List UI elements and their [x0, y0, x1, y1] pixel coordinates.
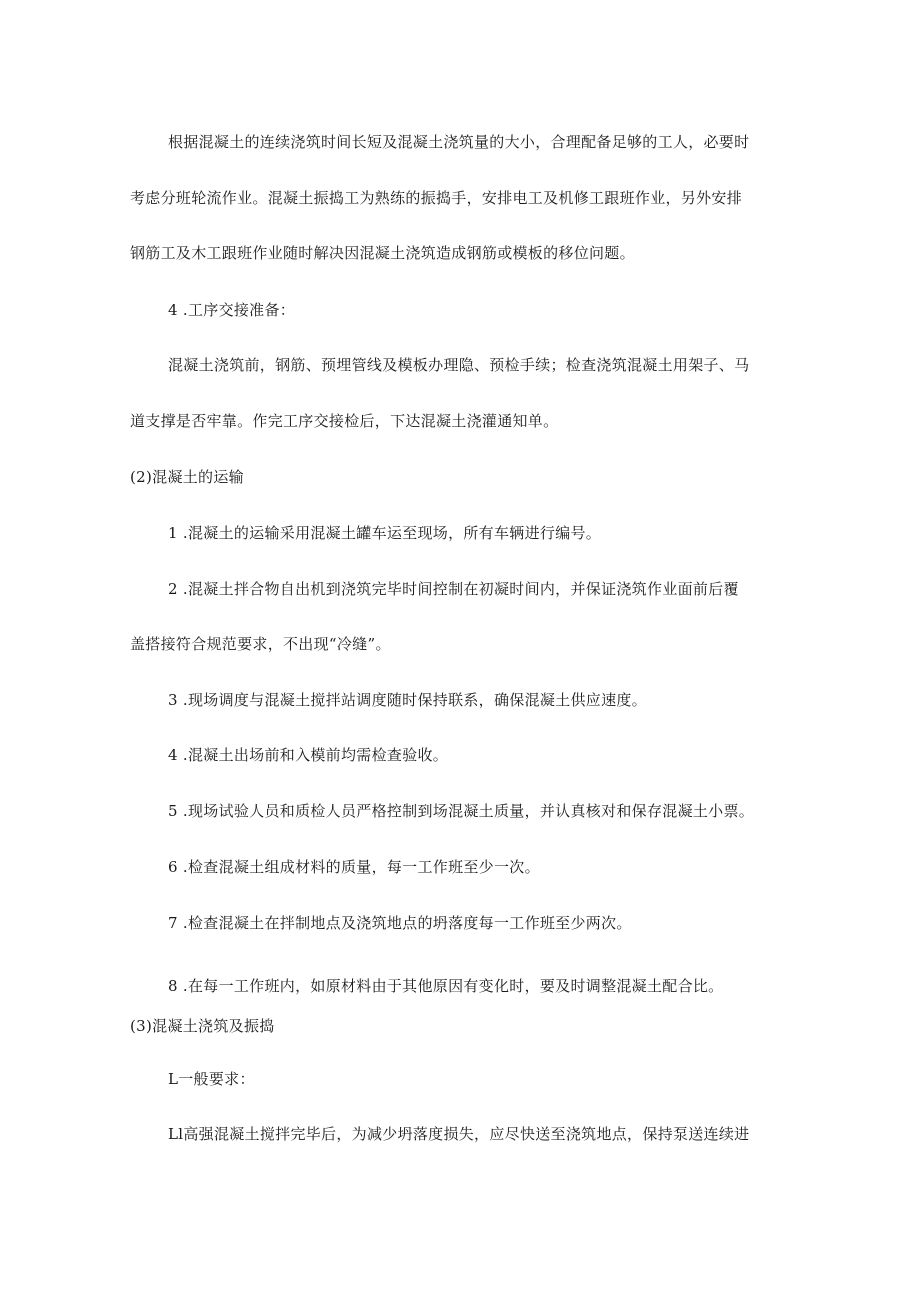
- paragraph-line: 钢筋工及木工跟班作业随时解决因混凝土浇筑造成钢筋或模板的移位问题。: [130, 244, 635, 262]
- list-item: 3 .现场调度与混凝土搅拌站调度随时保持联系，确保混凝土供应速度。: [168, 691, 647, 709]
- list-item: 8 .在每一工作班内，如原材料由于其他原因有变化时，要及时调整混凝土配合比。: [168, 977, 724, 995]
- list-item: 2 .混凝土拌合物自出机到浇筑完毕时间控制在初凝时间内，并保证浇筑作业面前后覆: [168, 580, 739, 598]
- section-heading: (2)混凝土的运输: [130, 468, 244, 486]
- paragraph-line: 道支撑是否牢靠。作完工序交接检后，下达混凝土浇灌通知单。: [130, 412, 559, 430]
- paragraph-line: Ll高强混凝土搅拌完毕后，为减少坍落度损失，应尽快送至浇筑地点，保持泵送连续进: [168, 1125, 750, 1143]
- list-heading: L一般要求：: [168, 1070, 255, 1088]
- paragraph-line: 考虑分班轮流作业。混凝土振捣工为熟练的振捣手，安排电工及机修工跟班作业，另外安排: [130, 189, 743, 207]
- paragraph-line: 混凝土浇筑前，钢筋、预埋管线及模板办理隐、预检手续；检查浇筑混凝土用架子、马: [168, 356, 750, 374]
- paragraph-line: 盖搭接符合规范要求，不出现“冷缝”。: [130, 635, 391, 653]
- list-item: 7 .检查混凝土在拌制地点及浇筑地点的坍落度每一工作班至少两次。: [168, 914, 632, 932]
- list-item: 5 .现场试验人员和质检人员严格控制到场混凝土质量，并认真核对和保存混凝土小票。: [168, 802, 755, 820]
- list-item: 1 .混凝土的运输采用混凝土罐车运至现场，所有车辆进行编号。: [168, 524, 602, 542]
- paragraph-line: 根据混凝土的连续浇筑时间长短及混凝土浇筑量的大小，合理配备足够的工人，必要时: [168, 133, 750, 151]
- list-item: 4 .混凝土出场前和入模前均需检查验收。: [168, 746, 449, 764]
- section-heading: (3)混凝土浇筑及振捣: [130, 1017, 275, 1035]
- list-heading: 4 .工序交接准备：: [168, 301, 296, 319]
- list-item: 6 .检查混凝土组成材料的质量，每一工作班至少一次。: [168, 858, 540, 876]
